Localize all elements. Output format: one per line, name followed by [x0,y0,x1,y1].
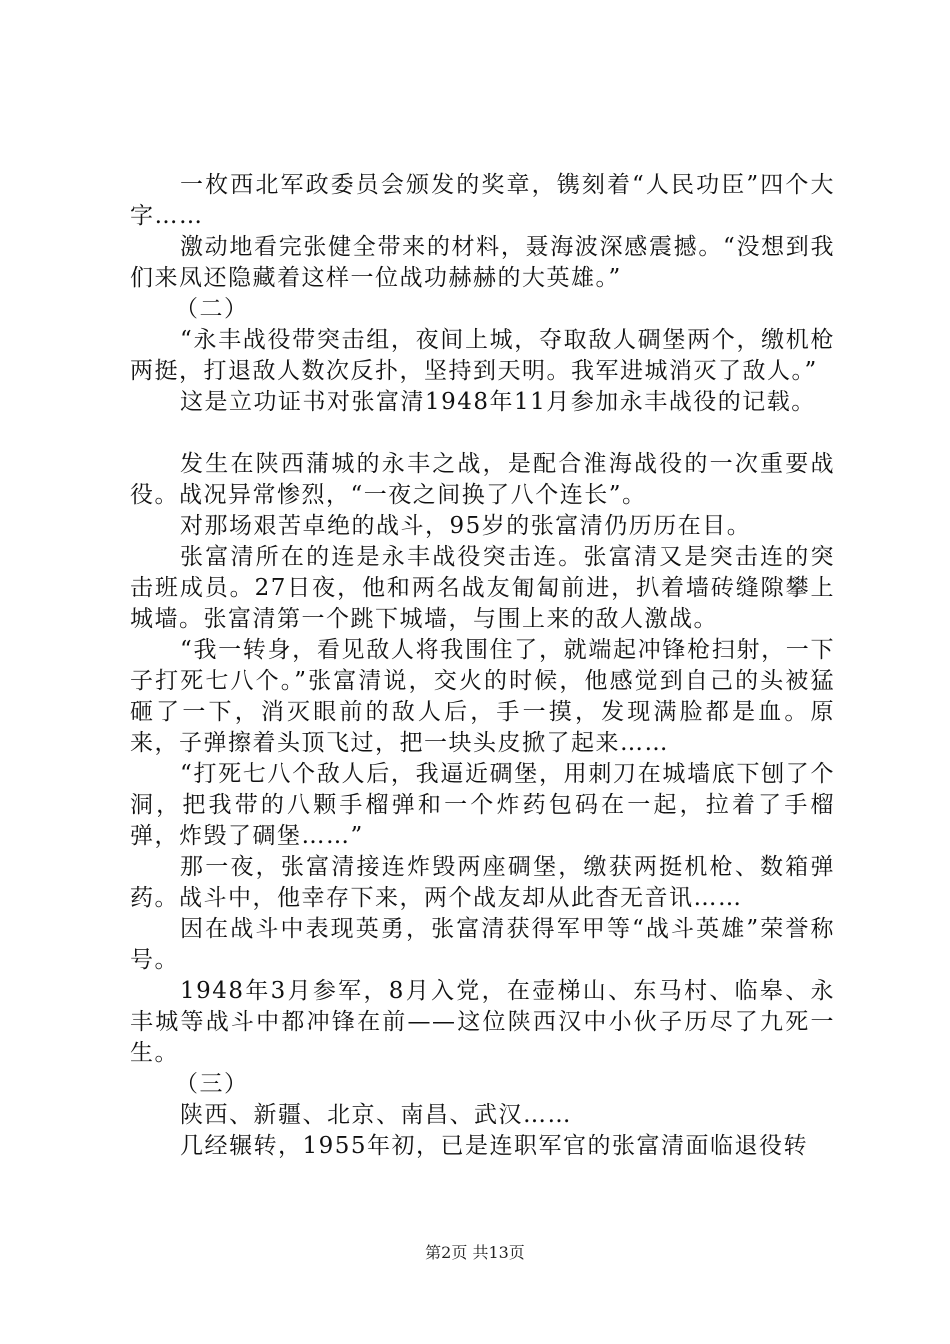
paragraph: 这是立功证书对张富清1948年11月参加永丰战役的记载。 [180,389,816,415]
paragraph: 对那场艰苦卓绝的战斗，95岁的张富清仍历历在目。 [180,513,752,539]
paragraph: 1948年3月参军，8月入党，在壶梯山、东马村、临皋、永丰城等战斗中都冲锋在前——这位陕西汉中小伙子历尽了九死一生。 [130,978,835,1066]
paragraph: “打死七八个敌人后，我逼近碉堡，用刺刀在城墙底下刨了个洞，把我带的八颗手榴弹和一个炸药包码在一起，拉着了手榴弹，炸毁了碉堡……” [130,761,835,849]
paragraph: 发生在陕西蒲城的永丰之战，是配合淮海战役的一次重要战役。战况异常惨烈，“一夜之间换了八个连长”。 [130,451,835,508]
paragraph: 张富清所在的连是永丰战役突击连。张富清又是突击连的突击班成员。27日夜，他和两名战友匍匐前进，扒着墙砖缝隙攀上城墙。张富清第一个跳下城墙，与围上来的敌人激战。 [130,544,835,632]
paragraph: “我一转身，看见敌人将我围住了，就端起冲锋枪扫射，一下子打死七八个。”张富清说，交火的时候，他感觉到自己的头被猛砸了一下，消灭眼前的敌人后，手一摸，发现满脸都是血。原来，子弹擦着头顶飞过，把一块头皮掀了起来…… [130,637,835,756]
document-body [130,170,835,1162]
paragraph: 激动地看完张健全带来的材料，聂海波深感震撼。“没想到我们来凤还隐藏着这样一位战功赫赫的大英雄。” [130,234,835,291]
paragraph: “永丰战役带突击组，夜间上城，夺取敌人碉堡两个，缴机枪两挺，打退敌人数次反扑，坚持到天明。我军进城消灭了敌人。” [130,327,835,384]
paragraph: 几经辗转，1955年初，已是连职军官的张富清面临退役转 [180,1133,809,1159]
paragraph: 那一夜，张富清接连炸毁两座碉堡，缴获两挺机枪、数箱弹药。战斗中，他幸存下来，两个战友却从此杳无音讯…… [130,854,835,911]
paragraph: 因在战斗中表现英勇，张富清获得军甲等“战斗英雄”荣誉称号。 [130,916,835,973]
section-heading: （三） [175,1071,249,1097]
page-number-footer: 第2页 共13页 [425,1243,525,1262]
section-heading: （二） [175,296,249,322]
paragraph: 陕西、新疆、北京、南昌、武汉…… [180,1102,572,1128]
paragraph: 一枚西北军政委员会颁发的奖章，镌刻着“人民功臣”四个大字…… [130,172,835,229]
